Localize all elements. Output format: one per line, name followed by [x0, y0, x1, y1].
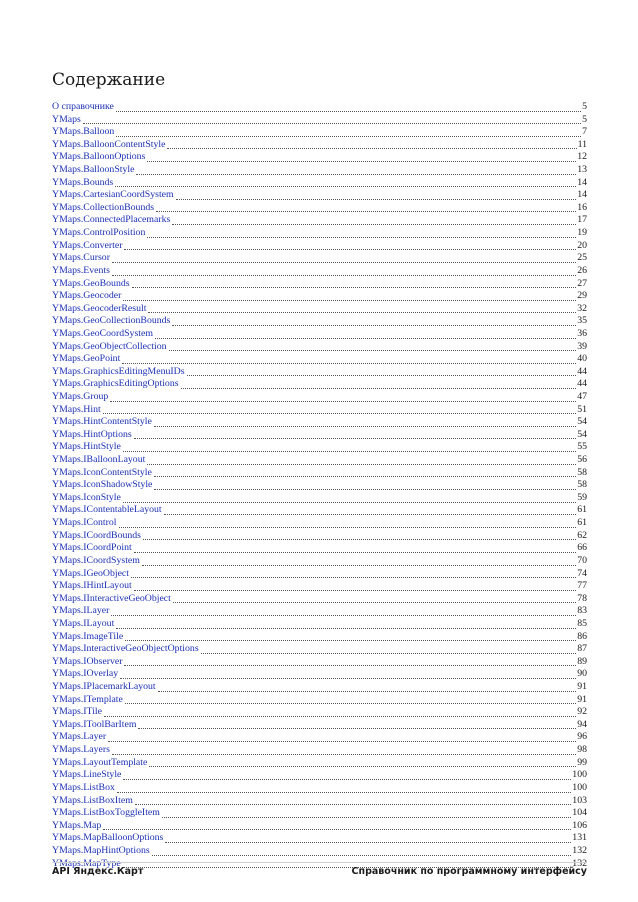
toc-entry-title-link[interactable]: YMaps.IContentableLayout	[52, 504, 162, 516]
toc-entry[interactable]	[52, 391, 587, 404]
toc-entry-page-number: 62	[577, 529, 587, 541]
toc-dot-leader	[108, 740, 576, 742]
toc-entry-title-link[interactable]: YMaps.LineStyle	[52, 769, 122, 781]
toc-entry-page-number: 66	[577, 542, 587, 554]
toc-dot-leader	[122, 362, 576, 364]
toc-entry[interactable]	[52, 252, 587, 265]
toc-entry-title-link[interactable]: YMaps.ITemplate	[52, 693, 123, 705]
toc-entry[interactable]	[52, 366, 587, 379]
toc-entry-page-number: 132	[572, 844, 587, 856]
toc-entry-title-link[interactable]: YMaps.ICoordBounds	[52, 529, 141, 541]
toc-entry[interactable]	[52, 681, 587, 694]
toc-entry[interactable]	[52, 719, 587, 732]
toc-entry[interactable]	[52, 328, 587, 341]
toc-entry[interactable]	[52, 315, 587, 328]
toc-entry-title-link[interactable]: YMaps.Balloon	[52, 126, 115, 138]
footer-doc-subtitle: Справочник по программному интерфейсу	[351, 866, 587, 877]
toc-entry-title-link[interactable]: YMaps.Cursor	[52, 252, 110, 264]
toc-entry[interactable]	[52, 643, 587, 656]
toc-dot-leader	[123, 501, 576, 503]
toc-dot-leader	[83, 122, 581, 124]
toc-entry-page-number: 16	[577, 201, 587, 213]
toc-entry-title-link[interactable]: YMaps.IOverlay	[52, 668, 119, 680]
toc-entry[interactable]	[52, 303, 587, 316]
toc-dot-leader	[134, 589, 576, 591]
toc-entry[interactable]	[52, 341, 587, 354]
toc-entry-title-link[interactable]: YMaps.IconShadowStyle	[52, 479, 153, 491]
toc-entry-title-link[interactable]: YMaps.IPlacemarkLayout	[52, 681, 156, 693]
toc-entry-page-number: 14	[577, 189, 587, 201]
toc-entry-page-number: 104	[572, 807, 587, 819]
toc-entry-title-link[interactable]: YMaps.ImageTile	[52, 630, 124, 642]
toc-entry-title-link[interactable]: YMaps.MapType	[52, 857, 121, 869]
toc-entry-title-link[interactable]: YMaps.IGeoObject	[52, 567, 129, 579]
toc-dot-leader	[134, 437, 576, 439]
toc-entry[interactable]	[52, 416, 587, 429]
toc-entry-page-number: 99	[577, 756, 587, 768]
toc-dot-leader	[148, 311, 576, 313]
toc-entry-title-link[interactable]: YMaps	[52, 113, 81, 125]
toc-dot-leader	[143, 538, 576, 540]
toc-entry-page-number: 20	[577, 239, 587, 251]
toc-entry-title-link[interactable]: YMaps.CollectionBounds	[52, 201, 155, 213]
toc-entry-title-link[interactable]: YMaps.Hint	[52, 403, 101, 415]
toc-entry[interactable]	[52, 757, 587, 770]
toc-entry-title-link[interactable]: YMaps.MapBalloonOptions	[52, 832, 164, 844]
toc-entry[interactable]	[52, 568, 587, 581]
toc-entry[interactable]	[52, 189, 587, 202]
toc-entry-title-link[interactable]: YMaps.HintContentStyle	[52, 416, 152, 428]
toc-entry-page-number: 29	[577, 290, 587, 302]
toc-dot-leader	[154, 488, 576, 490]
toc-entry-page-number: 58	[577, 466, 587, 478]
toc-entry-page-number: 100	[572, 769, 587, 781]
page-title: Содержание	[52, 70, 166, 90]
toc-entry[interactable]	[52, 492, 587, 505]
toc-entry[interactable]	[52, 353, 587, 366]
toc-dot-leader	[136, 173, 576, 175]
toc-entry[interactable]	[52, 845, 587, 858]
toc-entry-page-number: 56	[577, 454, 587, 466]
toc-entry-page-number: 5	[582, 101, 587, 112]
toc-entry-title-link[interactable]: YMaps.LayoutTemplate	[52, 756, 148, 768]
toc-entry-title-link[interactable]: YMaps.ILayout	[52, 617, 115, 629]
toc-entry-page-number: 92	[577, 706, 587, 718]
toc-entry-page-number: 78	[577, 592, 587, 604]
toc-entry[interactable]	[52, 278, 587, 291]
toc-entry-title-link[interactable]: YMaps.ILayer	[52, 605, 110, 617]
toc-entry-page-number: 87	[577, 643, 587, 655]
toc-entry[interactable]	[52, 618, 587, 631]
toc-entry-title-link[interactable]: YMaps.ControlPosition	[52, 227, 146, 239]
toc-entry-title-link[interactable]: YMaps.Events	[52, 264, 110, 276]
toc-dot-leader	[112, 261, 576, 263]
toc-dot-leader	[165, 841, 571, 843]
toc-entry-title-link[interactable]: YMaps.HintOptions	[52, 428, 132, 440]
page-footer	[52, 866, 587, 877]
toc-entry[interactable]	[52, 114, 587, 127]
toc-entry[interactable]	[52, 441, 587, 454]
toc-entry-title-link[interactable]: YMaps.GraphicsEditingMenuIDs	[52, 365, 185, 377]
toc-entry-title-link[interactable]: YMaps.BalloonStyle	[52, 164, 135, 176]
toc-entry[interactable]	[52, 820, 587, 833]
toc-entry-page-number: 91	[577, 681, 587, 693]
toc-entry[interactable]	[52, 139, 587, 152]
toc-entry[interactable]	[52, 151, 587, 164]
toc-entry[interactable]	[52, 807, 587, 820]
toc-entry-title-link[interactable]: YMaps.IBalloonLayout	[52, 454, 146, 466]
toc-entry-page-number: 12	[577, 151, 587, 163]
toc-entry[interactable]	[52, 505, 587, 518]
toc-dot-leader	[111, 614, 576, 616]
toc-entry-page-number: 13	[577, 164, 587, 176]
toc-dot-leader	[124, 248, 576, 250]
toc-entry-page-number: 36	[577, 327, 587, 339]
toc-entry-title-link[interactable]: YMaps.ListBoxToggleItem	[52, 807, 160, 819]
toc-dot-leader	[117, 791, 571, 793]
toc-dot-leader	[164, 513, 577, 515]
toc-entry-page-number: 98	[577, 744, 587, 756]
toc-entry-page-number: 54	[577, 416, 587, 428]
toc-entry-page-number: 5	[582, 113, 587, 125]
toc-entry[interactable]	[52, 202, 587, 215]
toc-entry[interactable]	[52, 164, 587, 177]
toc-entry[interactable]	[52, 631, 587, 644]
toc-dot-leader	[103, 828, 571, 830]
toc-dot-leader	[104, 715, 576, 717]
toc-dot-leader	[115, 185, 576, 187]
toc-dot-leader	[116, 135, 581, 137]
toc-entry-page-number: 103	[572, 794, 587, 806]
toc-entry-page-number: 27	[577, 277, 587, 289]
toc-dot-leader	[155, 337, 576, 339]
toc-entry[interactable]	[52, 467, 587, 480]
toc-entry-title-link[interactable]: YMaps.Geocoder	[52, 290, 122, 302]
toc-entry-title-link[interactable]: YMaps.IconStyle	[52, 491, 121, 503]
toc-entry[interactable]	[52, 429, 587, 442]
toc-entry[interactable]	[52, 694, 587, 707]
toc-entry[interactable]	[52, 378, 587, 391]
toc-entry-title-link[interactable]: YMaps.ICoordPoint	[52, 542, 132, 554]
toc-entry-title-link[interactable]: YMaps.IToolBarItem	[52, 718, 137, 730]
toc-dot-leader	[181, 387, 577, 389]
toc-dot-leader	[152, 854, 572, 856]
toc-entry-page-number: 90	[577, 668, 587, 680]
toc-entry-page-number: 106	[572, 819, 587, 831]
toc-entry-title-link[interactable]: YMaps.GeocoderResult	[52, 302, 147, 314]
toc-entry-page-number: 44	[577, 378, 587, 390]
toc-entry-title-link[interactable]: YMaps.GeoPoint	[52, 353, 121, 365]
toc-dot-leader	[173, 601, 576, 603]
toc-entry-page-number: 89	[577, 655, 587, 667]
toc-entry-page-number: 51	[577, 403, 587, 415]
toc-dot-leader	[120, 677, 576, 679]
toc-entry[interactable]	[52, 706, 587, 719]
toc-entry-page-number: 11	[577, 138, 587, 150]
toc-entry-page-number: 59	[577, 491, 587, 503]
toc-entry[interactable]	[52, 832, 587, 845]
toc-entry-page-number: 25	[577, 252, 587, 264]
toc-entry-page-number: 14	[577, 176, 587, 188]
toc-entry-title-link[interactable]: YMaps.GraphicsEditingOptions	[52, 378, 179, 390]
toc-entry-page-number: 91	[577, 693, 587, 705]
toc-entry[interactable]	[52, 290, 587, 303]
toc-entry-title-link[interactable]: YMaps.Map	[52, 819, 102, 831]
toc-dot-leader	[119, 526, 577, 528]
toc-dot-leader	[110, 400, 576, 402]
toc-entry-title-link[interactable]: YMaps.MapHintOptions	[52, 844, 150, 856]
toc-entry-title-link[interactable]: YMaps.ListBox	[52, 781, 115, 793]
toc-entry[interactable]	[52, 593, 587, 606]
toc-entry-page-number: 19	[577, 227, 587, 239]
toc-dot-leader	[103, 412, 576, 414]
table-of-contents	[52, 101, 587, 870]
toc-entry[interactable]	[52, 656, 587, 669]
toc-entry-title-link[interactable]: YMaps.Layers	[52, 744, 110, 756]
toc-dot-leader	[142, 564, 576, 566]
toc-entry-page-number: 55	[577, 441, 587, 453]
toc-entry[interactable]	[52, 479, 587, 492]
toc-entry[interactable]	[52, 177, 587, 190]
toc-entry[interactable]	[52, 555, 587, 568]
toc-entry-page-number: 83	[577, 605, 587, 617]
toc-dot-leader	[147, 236, 576, 238]
toc-entry-page-number: 132	[572, 857, 587, 869]
toc-dot-leader	[138, 727, 576, 729]
toc-dot-leader	[125, 639, 576, 641]
toc-entry-title-link[interactable]: YMaps.HintStyle	[52, 441, 121, 453]
toc-entry-page-number: 44	[577, 365, 587, 377]
toc-entry-title-link[interactable]: YMaps.IconContentStyle	[52, 466, 152, 478]
toc-entry[interactable]	[52, 227, 587, 240]
toc-entry-page-number: 61	[577, 517, 587, 529]
toc-entry-page-number: 96	[577, 731, 587, 743]
toc-entry[interactable]	[52, 240, 587, 253]
toc-entry[interactable]	[52, 265, 587, 278]
toc-entry-page-number: 85	[577, 617, 587, 629]
toc-entry-page-number: 70	[577, 554, 587, 566]
toc-dot-leader	[162, 816, 571, 818]
toc-entry-page-number: 61	[577, 504, 587, 516]
toc-dot-leader	[169, 349, 577, 351]
toc-entry[interactable]	[52, 517, 587, 530]
toc-entry-title-link[interactable]: YMaps.ListBoxItem	[52, 794, 133, 806]
toc-dot-leader	[176, 198, 577, 200]
toc-dot-leader	[135, 803, 571, 805]
toc-dot-leader	[123, 778, 571, 780]
toc-entry-title-link[interactable]: YMaps.BalloonContentStyle	[52, 138, 166, 150]
toc-dot-leader	[149, 765, 576, 767]
toc-dot-leader	[123, 299, 576, 301]
toc-entry[interactable]	[52, 542, 587, 555]
toc-entry[interactable]	[52, 605, 587, 618]
toc-dot-leader	[201, 652, 577, 654]
toc-entry-title-link[interactable]: YMaps.CartesianCoordSystem	[52, 189, 174, 201]
toc-entry[interactable]	[52, 101, 587, 114]
toc-entry-title-link[interactable]: YMaps.GeoBounds	[52, 277, 130, 289]
toc-dot-leader	[147, 463, 576, 465]
toc-entry-page-number: 17	[577, 214, 587, 226]
toc-entry[interactable]	[52, 404, 587, 417]
toc-entry-page-number: 131	[572, 832, 587, 844]
toc-entry-title-link[interactable]: YMaps.GeoCollectionBounds	[52, 315, 171, 327]
toc-dot-leader	[156, 210, 576, 212]
toc-entry-page-number: 26	[577, 264, 587, 276]
toc-entry[interactable]	[52, 454, 587, 467]
toc-entry-title-link[interactable]: YMaps.IObserver	[52, 655, 123, 667]
toc-entry-page-number: 40	[577, 353, 587, 365]
toc-entry-page-number: 39	[577, 340, 587, 352]
footer-doc-title: API Яндекс.Карт	[52, 866, 144, 877]
toc-entry[interactable]	[52, 744, 587, 757]
toc-dot-leader	[123, 450, 576, 452]
toc-entry-title-link[interactable]: YMaps.GeoObjectCollection	[52, 340, 167, 352]
toc-entry[interactable]	[52, 731, 587, 744]
footer-divider	[52, 862, 587, 863]
toc-entry-page-number: 47	[577, 391, 587, 402]
toc-entry-title-link[interactable]: YMaps.ConnectedPlacemarks	[52, 214, 171, 226]
toc-dot-leader	[187, 374, 577, 376]
toc-entry-title-link[interactable]: О справочнике	[52, 101, 114, 112]
toc-dot-leader	[154, 475, 576, 477]
toc-entry[interactable]	[52, 126, 587, 139]
toc-entry-title-link[interactable]: YMaps.InteractiveGeoObjectOptions	[52, 643, 199, 655]
toc-entry[interactable]	[52, 668, 587, 681]
toc-entry-title-link[interactable]: YMaps.Bounds	[52, 176, 114, 188]
toc-dot-leader	[147, 160, 576, 162]
toc-dot-leader	[154, 425, 576, 427]
toc-dot-leader	[172, 324, 576, 326]
toc-entry[interactable]	[52, 530, 587, 543]
toc-entry-title-link[interactable]: YMaps.ICoordSystem	[52, 554, 140, 566]
toc-entry-page-number: 58	[577, 479, 587, 491]
toc-entry-title-link[interactable]: YMaps.Layer	[52, 731, 107, 743]
toc-dot-leader	[172, 223, 576, 225]
toc-entry[interactable]	[52, 769, 587, 782]
toc-entry-title-link[interactable]: YMaps.Group	[52, 391, 109, 402]
toc-entry-title-link[interactable]: YMaps.IInteractiveGeoObject	[52, 592, 171, 604]
toc-entry-title-link[interactable]: YMaps.GeoCoordSystem	[52, 327, 153, 339]
toc-entry[interactable]	[52, 795, 587, 808]
toc-entry[interactable]	[52, 214, 587, 227]
toc-entry-page-number: 94	[577, 718, 587, 730]
toc-entry-title-link[interactable]: YMaps.BalloonOptions	[52, 151, 146, 163]
toc-dot-leader	[124, 664, 576, 666]
toc-entry-page-number: 77	[577, 580, 587, 592]
toc-entry-page-number: 35	[577, 315, 587, 327]
toc-entry-title-link[interactable]: YMaps.IHintLayout	[52, 580, 132, 592]
toc-entry[interactable]	[52, 580, 587, 593]
toc-entry-page-number: 74	[577, 567, 587, 579]
toc-dot-leader	[167, 147, 576, 149]
toc-entry-title-link[interactable]: YMaps.Converter	[52, 239, 123, 251]
toc-entry-page-number: 100	[572, 781, 587, 793]
toc-dot-leader	[116, 110, 581, 112]
toc-entry-page-number: 54	[577, 428, 587, 440]
toc-dot-leader	[112, 274, 576, 276]
toc-entry-page-number: 32	[577, 302, 587, 314]
toc-dot-leader	[112, 753, 576, 755]
toc-dot-leader	[131, 576, 576, 578]
toc-dot-leader	[158, 690, 577, 692]
toc-dot-leader	[116, 627, 576, 629]
toc-dot-leader	[134, 551, 576, 553]
toc-dot-leader	[125, 702, 576, 704]
toc-entry-title-link[interactable]: YMaps.IControl	[52, 517, 117, 529]
toc-entry-page-number: 7	[582, 126, 587, 138]
toc-dot-leader	[132, 286, 577, 288]
toc-entry-page-number: 86	[577, 630, 587, 642]
toc-entry[interactable]	[52, 782, 587, 795]
toc-entry-title-link[interactable]: YMaps.ITile	[52, 706, 102, 718]
